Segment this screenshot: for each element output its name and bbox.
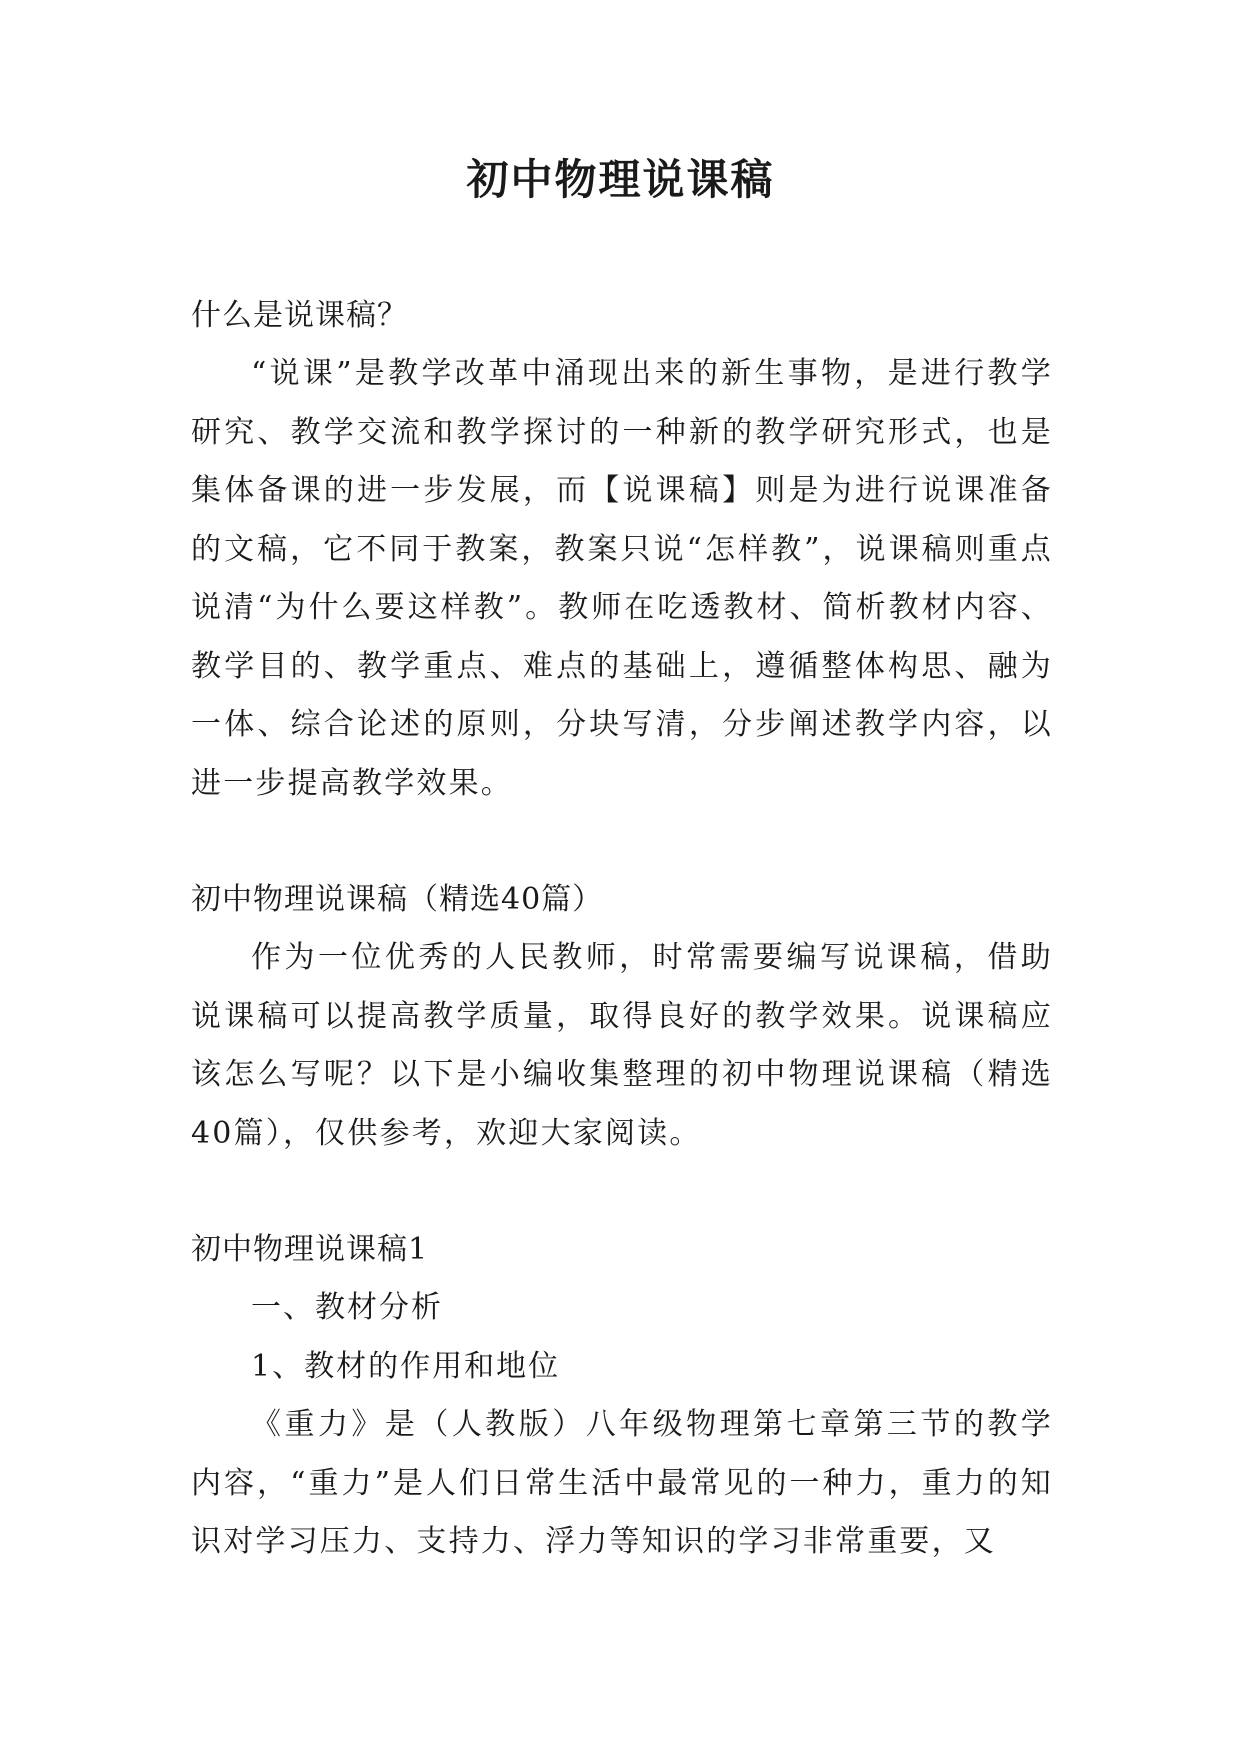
article1-heading: 初中物理说课稿1 [191,1232,429,1267]
collection-heading: 初中物理说课稿（精选40篇） [191,882,604,917]
document-body [191,287,1053,1572]
article1-part1-item1: 1、教材的作用和地位 [251,1348,561,1384]
intro-paragraph: “说课”是教学改革中涌现出来的新生事物，是进行教学研究、教学交流和教学探讨的一种新的教学研究形式，也是集体备课的进一步发展，而【说课稿】则是为进行说课准备的文稿，它不同于教案，教案只说“怎样教”，说课稿则重点说清“为什么要这样教”。教师在吃透教材、简析教材内容、教学目的、教学重点、难点的基础上，遵循整体构思、融为一体、综合论述的原则，分块写清，分步阐述教学内容，以进一步提高教学效果。 [191,356,1053,801]
intro-heading: 什么是说课稿？ [191,298,408,333]
section-spacer [191,813,1053,871]
collection-paragraph: 作为一位优秀的人民教师，时常需要编写说课稿，借助说课稿可以提高教学质量，取得良好的教学效果。说课稿应该怎么写呢？以下是小编收集整理的初中物理说课稿（精选40篇），仅供参考，欢迎大家阅读。 [191,940,1053,1151]
article1-paragraph: 《重力》是（人教版）八年级物理第七章第三节的教学内容，“重力”是人们日常生活中最常见的一种力，重力的知识对学习压力、支持力、浮力等知识的学习非常重要，又 [191,1407,1053,1559]
section-spacer [191,1163,1053,1221]
article1-part1-heading: 一、教材分析 [251,1290,443,1325]
document-title: 初中物理说课稿 [466,155,775,204]
